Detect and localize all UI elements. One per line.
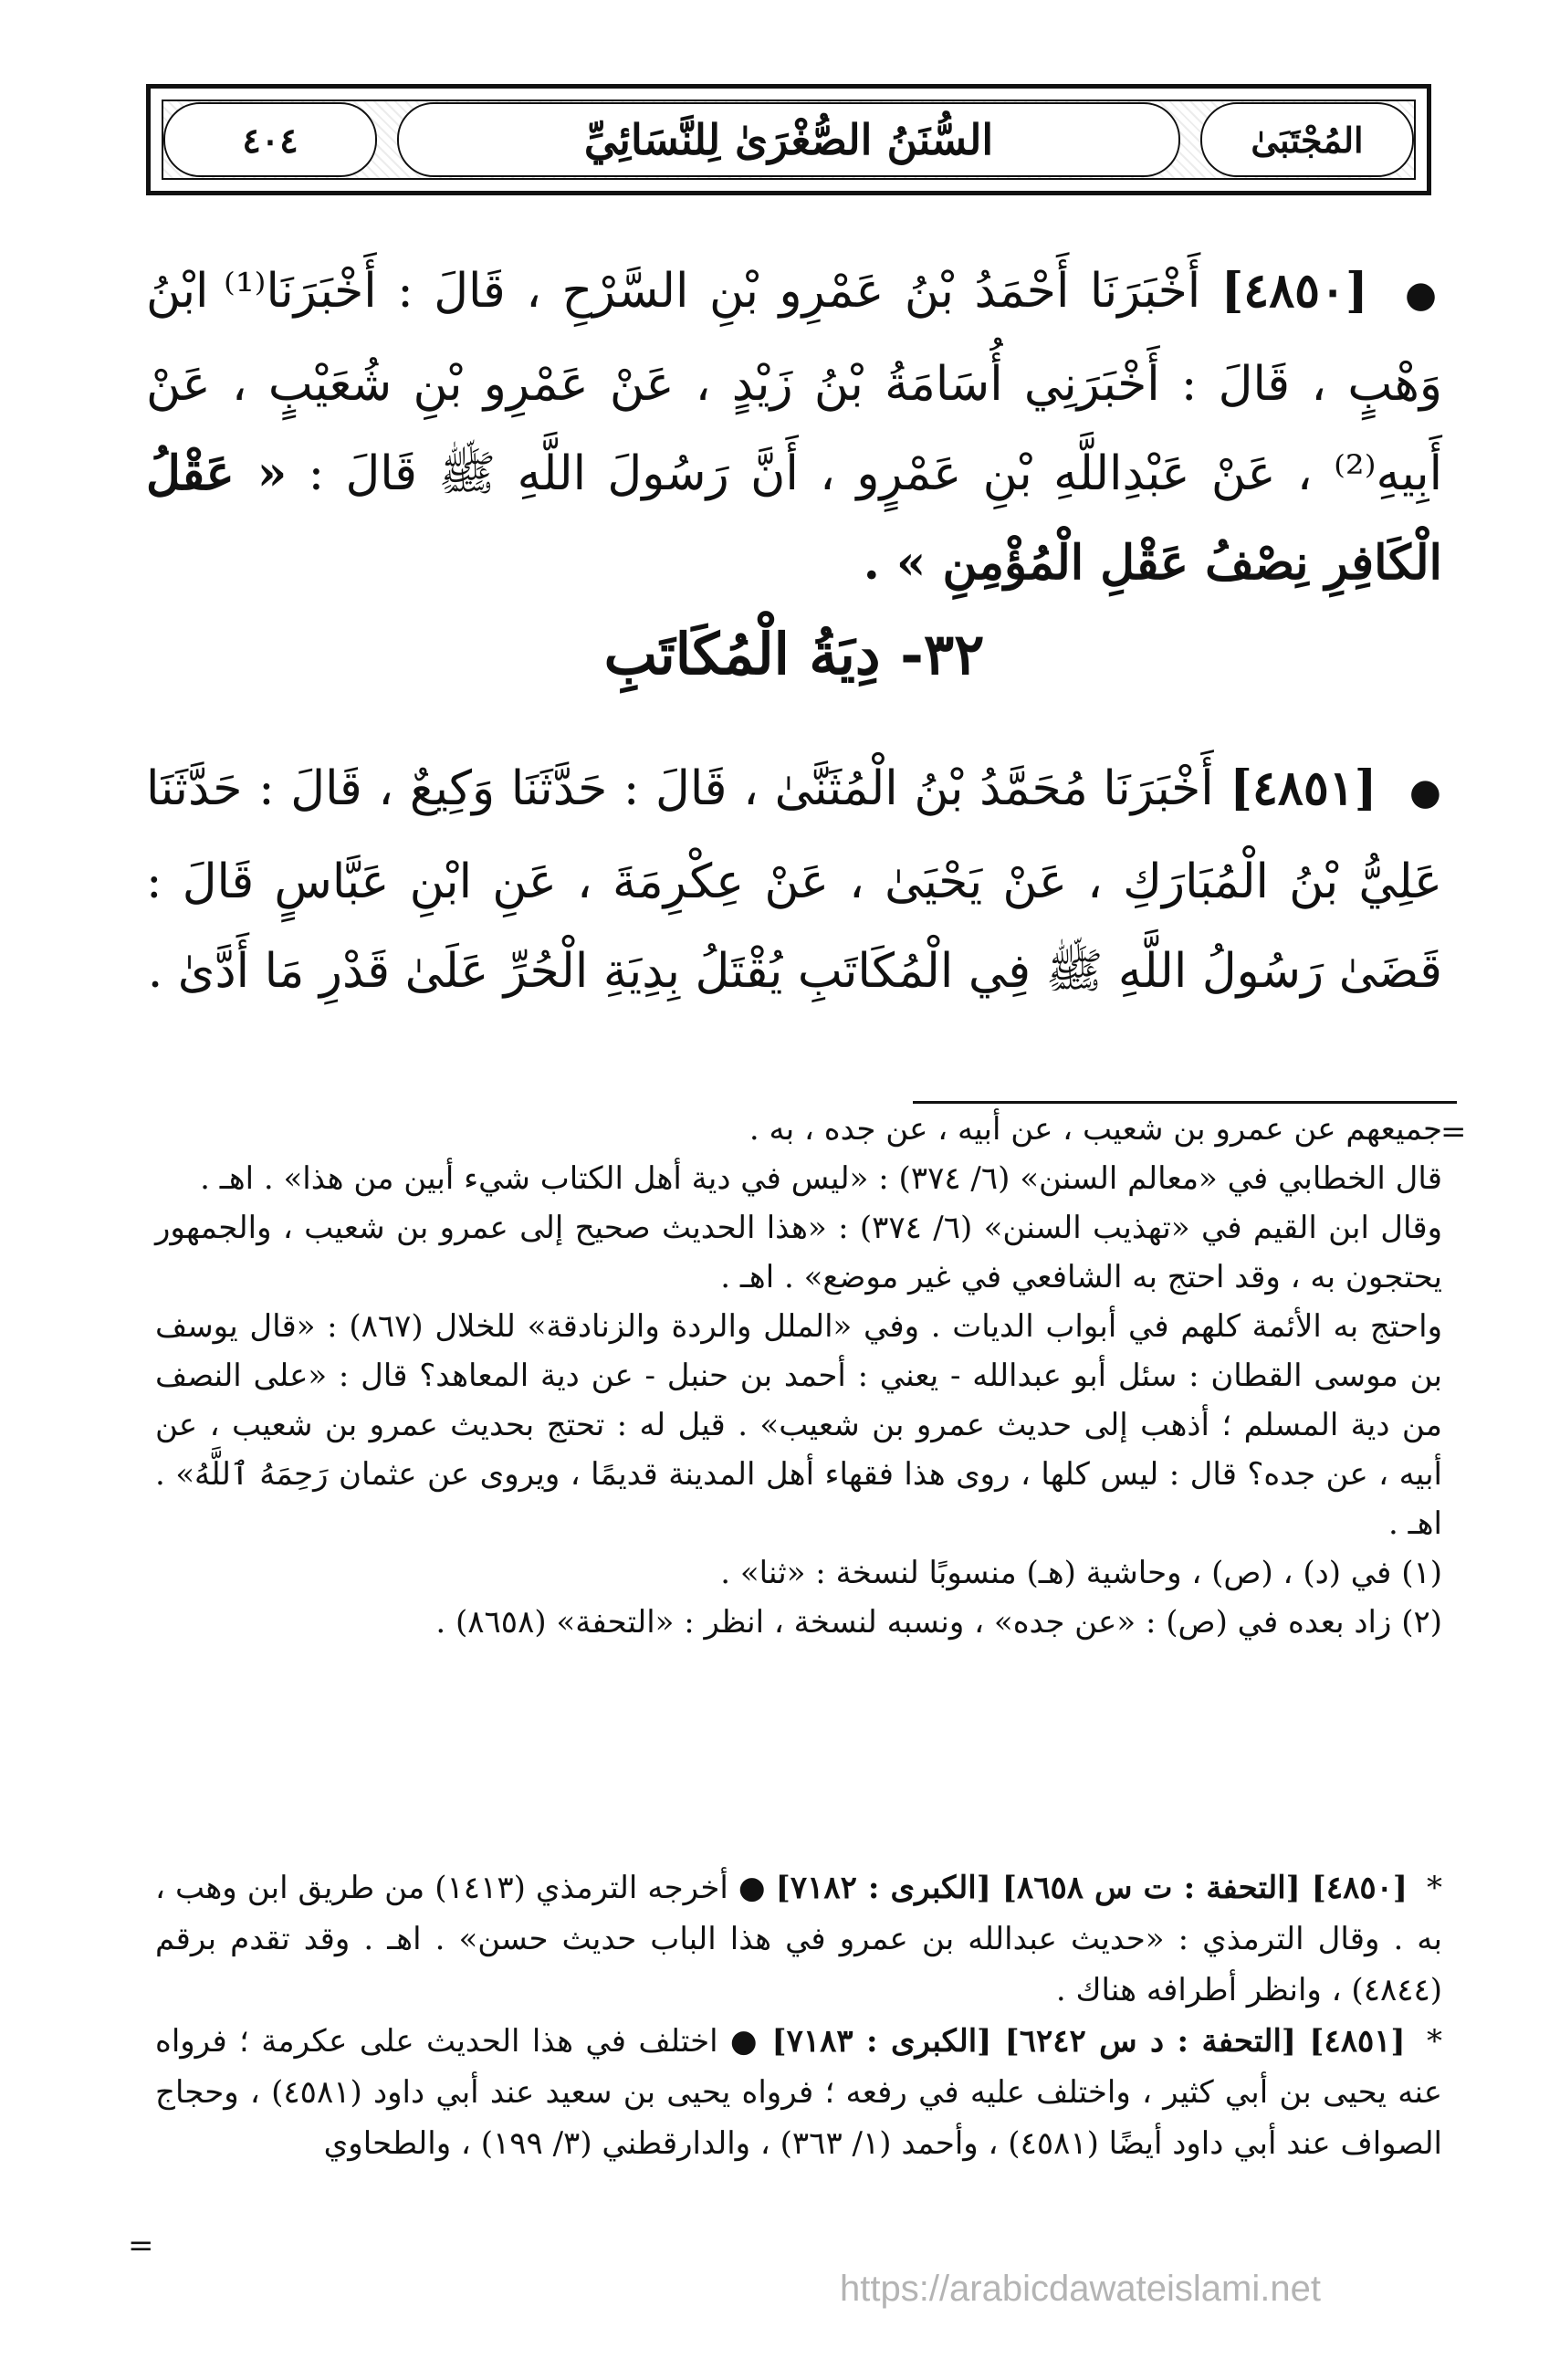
footnote-line: جميعهم عن عمرو بن شعيب ، عن أبيه ، عن جده ، به .: [749, 1111, 1442, 1148]
source-text: ● أخرجه الترمذي (١٤١٣) من طريق ابن وهب ، به . وقال الترمذي : «حديث عبدالله بن عمرو في هذا الباب حديث حسن» . اهـ . وقد تقدم برقم (٤٨٤٤) ، وانظر أطرافه هناك .: [155, 1870, 1442, 2008]
book-subtitle: المُجْتَبَىٰ: [1200, 102, 1414, 177]
footnote-line: وقال ابن القيم في «تهذيب السنن» (٦/ ٣٧٤) : «هذا الحديث صحيح إلى عمرو بن شعيب ، والجمهور يحتجون به ، وقد احتج به الشافعي في غير موضع» . اهـ .: [155, 1210, 1442, 1295]
footnotes: [155, 1105, 1442, 1647]
source-notes: [155, 1862, 1442, 2169]
header-border: [162, 100, 1416, 180]
hadith-number: [٤٨٥٠]: [1220, 263, 1368, 319]
source-ref: [٤٨٥١] [التحفة : د س ٦٢٤٢] [الكبرى : ٧١٨٣]: [771, 2023, 1406, 2060]
hadith-number: [٤٨٥١]: [1230, 760, 1377, 816]
page-header: [146, 84, 1431, 195]
footnote-line: قال الخطابي في «معالم السنن» (٦/ ٣٧٤) : «ليس في دية أهل الكتاب شيء أبين من هذا» . اهـ .: [200, 1160, 1442, 1197]
hadith-text: أَخْبَرَنَا أَحْمَدُ بْنُ عَمْرِو بْنِ السَّرْحِ ، قَالَ : أَخْبَرَنَا⁽¹⁾ ابْنُ وَهْبٍ ، قَالَ : أَخْبَرَنِي أُسَامَةُ بْنُ زَيْدٍ ، عَنْ عَمْرِو بْنِ شُعَيْبٍ ، عَنْ أَبِيهِ⁽²⁾ ، عَنْ عَبْدِاللَّهِ بْنِ عَمْرٍو ، أَنَّ رَسُولَ اللَّهِ ﷺ قَالَ :: [146, 264, 1443, 501]
footnote-line: (٢) زاد بعده في (ص) : «عن جده» ، ونسبه لنسخة ، انظر : «التحفة» (٨٦٥٨) .: [435, 1604, 1442, 1641]
book-title: السُّنَنُ الصُّغْرَىٰ لِلنَّسَائِيِّ: [397, 102, 1180, 177]
continuation-mark: =: [128, 2228, 154, 2264]
hadith-4850: [146, 246, 1442, 608]
source-note-4850: [155, 1862, 1442, 2016]
watermark: https://arabicdawateislami.net: [840, 2269, 1321, 2309]
star-icon: *: [1427, 2023, 1442, 2060]
section-title: ٣٢- دِيَةُ الْمُكَاتَبِ: [603, 621, 985, 687]
star-icon: *: [1427, 1870, 1443, 1906]
footnote-line: واحتج به الأئمة كلهم في أبواب الديات . وفي «الملل والردة والزنادقة» للخلال (٨٦٧) : «قال يوسف بن موسى القطان : سئل أبو عبدالله - يعني : أحمد بن حنبل - عن دية المعاهد؟ قال : «على النصف من دية المسلم ؛ أذهب إلى حديث عمرو بن شعيب» . قيل له : تحتج بحديث عمرو بن شعيب ، عن أبيه ، عن جده؟ قال : ليس كلها ، روى هذا فقهاء أهل المدينة قديمًا ، ويروى عن عثمان رَحِمَهُ ٱللَّهُ» . اهـ .: [155, 1308, 1442, 1542]
hadith-4851: [146, 744, 1442, 1016]
continuation-mark: =: [1440, 1114, 1467, 1150]
hadith-text: أَخْبَرَنَا مُحَمَّدُ بْنُ الْمُثَنَّىٰ ، قَالَ : حَدَّثَنَا وَكِيعٌ ، قَالَ : حَدَّثَنَا عَلِيُّ بْنُ الْمُبَارَكِ ، عَنْ يَحْيَىٰ ، عَنْ عِكْرِمَةَ ، عَنِ ابْنِ عَبَّاسٍ قَالَ : قَضَىٰ رَسُولُ اللَّهِ ﷺ فِي الْمُكَاتَبِ يُقْتَلُ بِدِيَةِ الْحُرِّ عَلَىٰ قَدْرِ مَا أَدَّىٰ .: [146, 761, 1442, 999]
page-number: ٤٠٤: [163, 102, 377, 177]
bullet-icon: ●: [1405, 274, 1442, 316]
hadith-quote: « عَقْلُ الْكَافِرِ نِصْفُ عَقْلِ الْمُؤْمِنِ » .: [146, 446, 1442, 591]
source-note-4851: [155, 2016, 1442, 2169]
footnote-line: (١) في (د) ، (ص) ، وحاشية (هـ) منسوبًا لنسخة : «ثنا» .: [720, 1555, 1442, 1591]
source-text: ● اختلف في هذا الحديث على عكرمة ؛ فرواه عنه يحيى بن أبي كثير ، واختلف عليه في رفعه ؛ فرواه يحيى بن سعيد عند أبي داود (٤٥٨١) ، وحجاج الصواف عند أبي داود أيضًا (٤٥٨١) ، وأحمد (١/ ٣٦٣) ، والدارقطني (٣/ ١٩٩) ، والطحاوي: [155, 2023, 1443, 2162]
source-ref: [٤٨٥٠] [التحفة : ت س ٨٦٥٨] [الكبرى : ٧١٨٢]: [775, 1870, 1408, 1906]
bullet-icon: ●: [1408, 771, 1443, 813]
footnote-divider: [913, 1101, 1457, 1104]
